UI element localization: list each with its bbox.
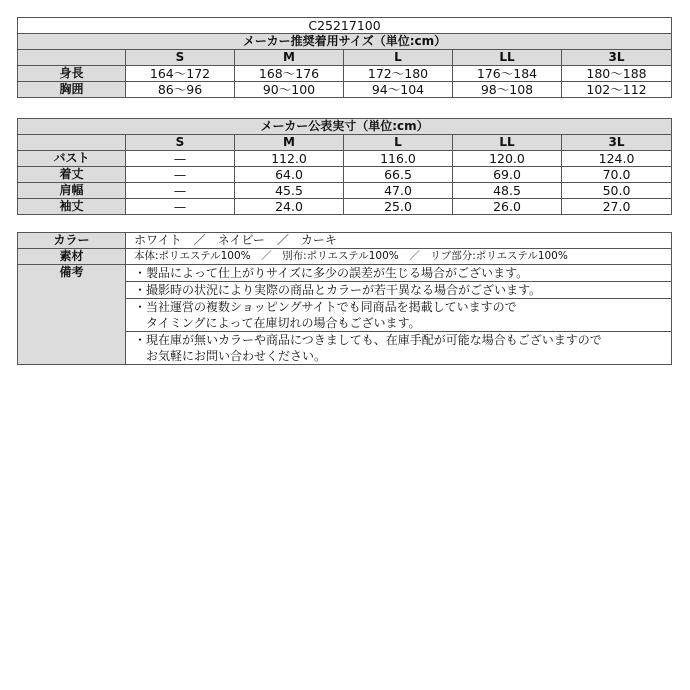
table-cell: 164〜172 [126,66,235,82]
table-cell: — [126,167,235,183]
table-cell: 47.0 [344,183,453,199]
recommended-size-table [17,17,672,98]
table-cell: 64.0 [235,167,344,183]
table-cell: 94〜104 [344,82,453,98]
row-label-height: 身長 [18,66,126,82]
table-cell: 98〜108 [453,82,562,98]
size-header: LL [453,135,562,151]
note-line: ・当社運営の複数ショッピングサイトでも同商品を掲載していますので [134,300,517,314]
table-row [18,183,672,199]
table-row [18,151,672,167]
table-row [18,167,672,183]
table-cell: 48.5 [453,183,562,199]
table-row [18,265,672,282]
table-row [18,82,672,98]
note-line: ・現在庫が無いカラーや商品につきましても、在庫手配が可能な場合もございますので [134,333,602,347]
corner-cell [18,135,126,151]
product-info-table [17,232,672,365]
note-item [126,299,672,332]
table-row [18,249,672,265]
table-row [18,199,672,215]
product-code: C25217100 [18,18,672,34]
row-label-chest: 胸囲 [18,82,126,98]
note-item [126,332,672,365]
size-header: S [126,50,235,66]
color-label: カラー [18,233,126,249]
size-header: L [344,50,453,66]
table-cell: 120.0 [453,151,562,167]
table-cell: 176〜184 [453,66,562,82]
table-cell: 25.0 [344,199,453,215]
table-cell: 26.0 [453,199,562,215]
table-row [18,66,672,82]
table-cell: 90〜100 [235,82,344,98]
table-cell: 45.5 [235,183,344,199]
table-cell: 168〜176 [235,66,344,82]
table-cell: 124.0 [562,151,672,167]
size-header: 3L [562,135,672,151]
row-label-shoulder: 肩幅 [18,183,126,199]
note-item: ・撮影時の状況により実際の商品とカラーが若干異なる場合がございます。 [126,282,672,299]
table-cell: — [126,183,235,199]
size-header: L [344,135,453,151]
table-cell: 102〜112 [562,82,672,98]
table-cell: 69.0 [453,167,562,183]
size-header: 3L [562,50,672,66]
material-label: 素材 [18,249,126,265]
table-cell: 66.5 [344,167,453,183]
size-header: LL [453,50,562,66]
size-header: S [126,135,235,151]
table-cell: — [126,151,235,167]
table-cell: 50.0 [562,183,672,199]
table-cell: — [126,199,235,215]
size-header: M [235,135,344,151]
actual-size-title: メーカー公表実寸（単位:cm） [18,119,672,135]
actual-size-table [17,118,672,215]
note-line: タイミングによって在庫切れの場合もございます。 [134,316,421,330]
corner-cell [18,50,126,66]
material-value: 本体:ポリエステル100% ／ 別布:ポリエステル100% ／ リブ部分:ポリエステル100% [126,249,672,265]
note-item: ・製品によって仕上がりサイズに多少の誤差が生じる場合がございます。 [126,265,672,282]
note-line: お気軽にお問い合わせください。 [134,349,327,363]
row-label-sleeve: 袖丈 [18,199,126,215]
table-cell: 86〜96 [126,82,235,98]
notes-label: 備考 [18,265,126,365]
table-cell: 180〜188 [562,66,672,82]
table-row [18,233,672,249]
table-cell: 116.0 [344,151,453,167]
table-cell: 24.0 [235,199,344,215]
size-header: M [235,50,344,66]
color-value: ホワイト ／ ネイビー ／ カーキ [126,233,672,249]
table-cell: 112.0 [235,151,344,167]
table-cell: 27.0 [562,199,672,215]
row-label-length: 着丈 [18,167,126,183]
recommended-size-title: メーカー推奨着用サイズ（単位:cm） [18,34,672,50]
table-cell: 70.0 [562,167,672,183]
row-label-bust: バスト [18,151,126,167]
table-cell: 172〜180 [344,66,453,82]
